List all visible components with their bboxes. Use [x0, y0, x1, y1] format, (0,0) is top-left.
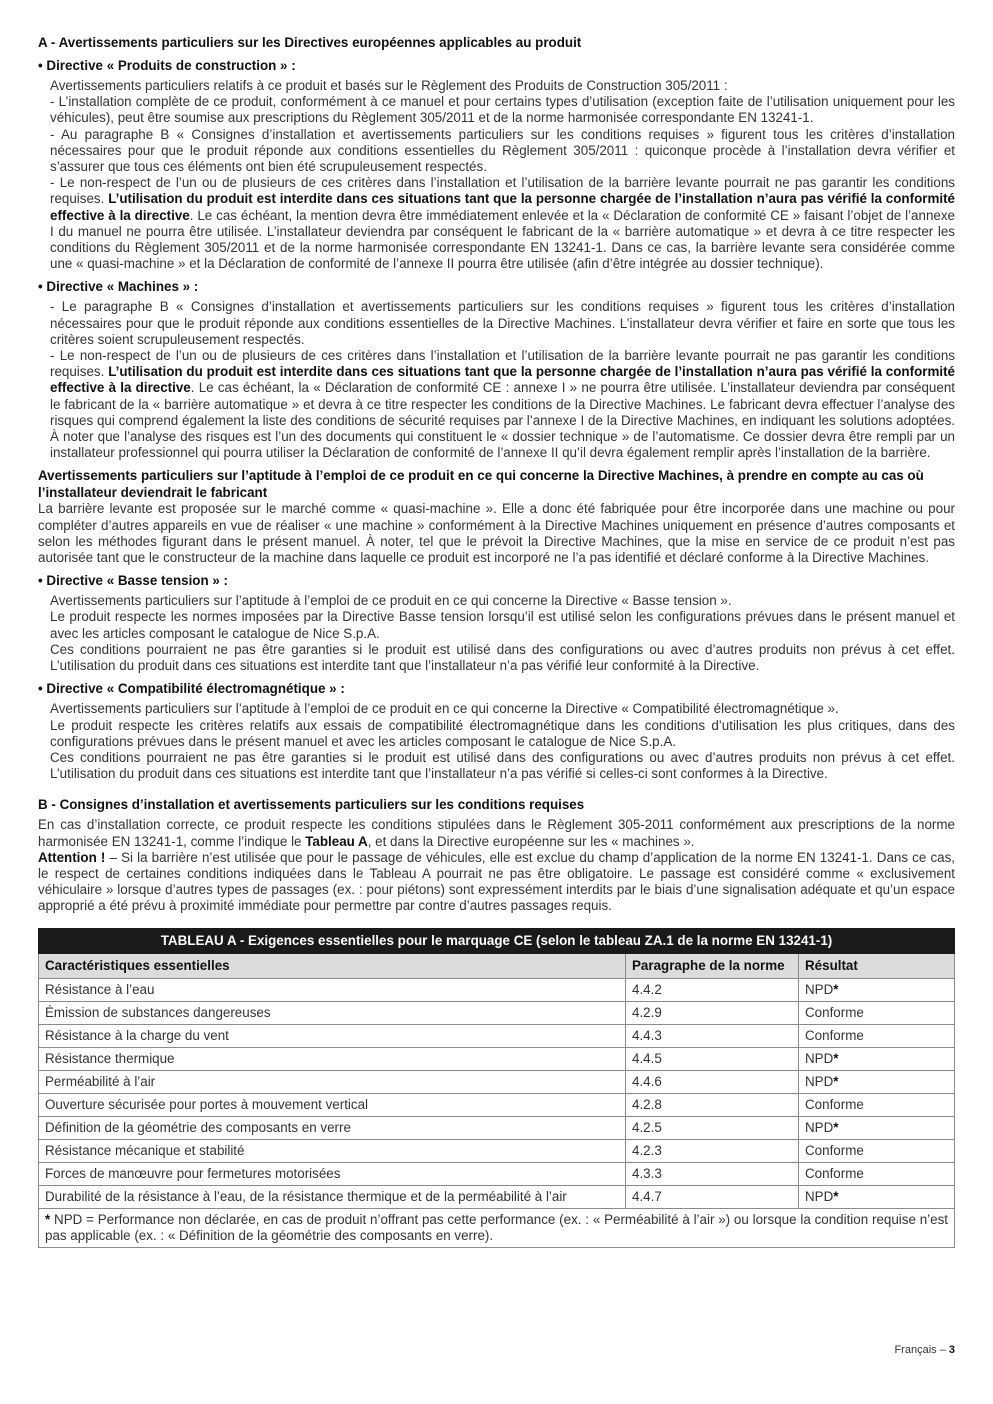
result-star: *	[833, 1188, 839, 1204]
paragraph-cell: 4.2.8	[626, 1093, 799, 1116]
table-body	[39, 978, 955, 1208]
table-row	[39, 1093, 955, 1116]
table-note	[39, 1208, 955, 1247]
result-cell	[799, 1185, 955, 1208]
result-value: Conforme	[805, 1142, 864, 1158]
paragraph	[50, 348, 955, 461]
column-header: Caractéristiques essentielles	[39, 953, 626, 978]
paragraph-cell: 4.4.5	[626, 1047, 799, 1070]
table-row	[39, 1139, 955, 1162]
characteristic-cell: Durabilité de la résistance à l’eau, de la résistance thermique et de la perméabilité à l’air	[39, 1185, 626, 1208]
paragraph-cell: 4.4.3	[626, 1024, 799, 1047]
result-star: *	[833, 1073, 839, 1089]
footer-language: Français –	[894, 1344, 949, 1356]
paragraph: Avertissements particuliers relatifs à ce produit et basés sur le Règlement des Produits de Construction 305/2011 :	[50, 78, 728, 93]
aptitude-paragraph: La barrière levante est proposée sur le marché comme « quasi-machine ». Elle a donc été fabriquée pour être incorporée dans une machine ou pour compléter d’autres appareils en vue de réaliser « une machine » conformément à la Directive Machines uniquement en présence d’autres composants et selon les méthodes figurant dans le présent manuel. À noter, tel que le prévoit la Directive Machines, que la mise en service de ce produit n’est pas autorisée tant que le constructeur de la machine dans laquelle ce produit est incorporé ne l’a pas identifié et déclaré conforme à la Directive Machines.	[38, 501, 955, 566]
result-cell	[799, 1093, 955, 1116]
section-b-title: B - Consignes d’installation et avertissements particuliers sur les conditions requises	[38, 797, 585, 813]
characteristic-cell: Résistance à la charge du vent	[39, 1024, 626, 1047]
characteristic-cell: Forces de manœuvre pour fermetures motorisées	[39, 1162, 626, 1185]
paragraph: - Le paragraphe B « Consignes d’installation et avertissements particuliers sur les conditions requises » figurent tous les critères d’installation nécessaires pour que le produit réponde aux conditions essentielles de la Directive Machines. L’installateur devra vérifier et faire en sorte que tous les critères soient scrupuleusement respectés.	[50, 299, 955, 347]
result-star: *	[833, 1119, 839, 1135]
table-row	[39, 1070, 955, 1093]
paragraph	[50, 175, 955, 272]
column-header: Paragraphe de la norme	[626, 953, 799, 978]
text: - Le non-respect de l’un ou de plusieurs de ces critères dans l’installation et l’utilisation de la barrière levante pourrait ne pas garantir les conditions requises.	[50, 175, 955, 207]
note-text: NPD = Performance non déclarée, en cas de produit n’offrant pas cette performance (ex. : « Perméabilité à l’air ») ou lorsque la condition requise n’est pas applicable (ex. : « Définition de la géométrie des composants en verre).	[45, 1211, 948, 1243]
paragraph	[38, 850, 955, 915]
column-header: Résultat	[799, 953, 955, 978]
directive-construction-body	[38, 78, 955, 272]
result-value: Conforme	[805, 1004, 864, 1020]
result-value: NPD	[805, 1119, 834, 1135]
directive-machines-body	[38, 299, 955, 461]
paragraph: Le produit respecte les normes imposées par la Directive Basse tension lorsqu’il est utilisé selon les configurations prévues dans le présent manuel et avec les articles composant le catalogue de Nice S.p.A.	[50, 609, 955, 641]
bold-text: L’utilisation du produit est interdite dans ces situations tant que la personne chargée de l’installation n’aura pas vérifié la conformité effective à la directive	[50, 364, 955, 396]
characteristic-cell: Émission de substances dangereuses	[39, 1001, 626, 1024]
text: , et dans la Directive européenne sur les « machines ».	[367, 833, 695, 849]
result-value: NPD	[805, 981, 834, 997]
characteristic-cell: Résistance à l’eau	[39, 978, 626, 1001]
result-cell	[799, 1139, 955, 1162]
characteristic-cell: Ouverture sécurisée pour portes à mouvement vertical	[39, 1093, 626, 1116]
paragraph: Le produit respecte les critères relatifs aux essais de compatibilité électromagnétique dans les conditions d’utilisation les plus critiques, dans des configurations prévues dans le présent manuel et avec les articles composant le catalogue de Nice S.p.A.	[50, 717, 955, 749]
paragraph-cell: 4.4.6	[626, 1070, 799, 1093]
table-row	[39, 1116, 955, 1139]
paragraph: - L’installation complète de ce produit, conformément à ce manuel et pour certains types d’utilisation (exception faite de l’utilisation uniquement pour les véhicules), peut être soumise aux prescriptions du Règlement 305/2011 et de la norme harmonisée correspondante EN 13241-1.	[50, 94, 955, 126]
bold-text: Attention !	[38, 849, 106, 865]
table-row	[39, 1024, 955, 1047]
paragraph	[38, 817, 955, 849]
result-cell	[799, 1116, 955, 1139]
paragraph: Ces conditions pourraient ne pas être garanties si le produit est utilisé dans des configurations ou avec d’autres produits non prévus à cet effet. L’utilisation du produit dans ces situations est interdite tant que l’installateur n’a pas vérifié si celles-ci sont conformes à la Directive.	[50, 749, 955, 782]
text: - Le non-respect de l’un ou de plusieurs de ces critères dans l’installation et l’utilisation de la barrière levante pourrait ne pas garantir les conditions requises.	[50, 348, 955, 380]
paragraph-cell: 4.3.3	[626, 1162, 799, 1185]
directive-basse-tension-title: • Directive « Basse tension » :	[38, 573, 229, 589]
result-value: NPD	[805, 1050, 834, 1066]
bold-text: L’utilisation du produit est interdite dans ces situations tant que la personne chargée de l’installation n’aura pas vérifié la conformité effective à la directive	[50, 191, 955, 223]
characteristic-cell: Perméabilité à l’air	[39, 1070, 626, 1093]
table-row	[39, 1162, 955, 1185]
paragraph: Avertissements particuliers sur l’aptitude à l’emploi de ce produit en ce qui concerne la Directive « Compatibilité électromagnétique ».	[50, 701, 839, 717]
directive-construction-title: • Directive « Produits de construction » :	[38, 58, 296, 73]
result-cell	[799, 1162, 955, 1185]
result-value: NPD	[805, 1188, 834, 1204]
page-number: 3	[948, 1344, 955, 1356]
directive-machines-title: • Directive « Machines » :	[38, 279, 199, 295]
paragraph-cell: 4.4.2	[626, 978, 799, 1001]
result-value: Conforme	[805, 1165, 864, 1181]
result-cell	[799, 1001, 955, 1024]
table-row	[39, 978, 955, 1001]
text: – Si la barrière n’est utilisée que pour le passage de véhicules, elle est exclue du champ d’application de la norme EN 13241-1. Dans ce cas, le respect de certaines conditions indiquées dans le Tableau A pourrait ne pas être obligatoire. Le passage est considéré comme « exclusivement véhiculaire » lorsque d’autres types de passages (ex. : pour piétons) sont expressément interdits par le biais d’une signalisation adéquate et qu’un espace approprié a été prévu à proximité immédiate pour permettre par contre d’autres passages requis.	[38, 849, 956, 914]
result-cell	[799, 978, 955, 1001]
result-cell	[799, 1070, 955, 1093]
text: . Le cas échéant, la « Déclaration de conformité CE : annexe I » ne pourra être utilisée. L’installateur deviendra par conséquent le fabricant de la « barrière automatique » et devra à ce titre respecter les conditions de la Directive Machines. Le fabricant devra effectuer l’analyse des risques qui comprend également la liste des conditions de sécurité requises par l’annexe I de la Directive Machines, en indiquant les solutions adoptées. À noter que l’analyse des risques est l’un des documents qui constituent le « dossier technique » de l’automatisme. Ce dossier devra être rempli par un installateur professionnel qui pourra utiliser la Déclaration de conformité de l’annexe II qu’il devra également remplir après l’installation de la barrière.	[50, 380, 955, 461]
table-row	[39, 1001, 955, 1024]
section-a-title: A - Avertissements particuliers sur les Directives européennes applicables au produit	[38, 35, 582, 50]
paragraph-cell: 4.2.3	[626, 1139, 799, 1162]
table-row	[39, 1047, 955, 1070]
page-footer	[894, 1344, 955, 1356]
characteristic-cell: Définition de la géométrie des composants en verre	[39, 1116, 626, 1139]
document-page	[38, 34, 955, 1248]
paragraph-cell: 4.4.7	[626, 1185, 799, 1208]
result-value: Conforme	[805, 1027, 864, 1043]
paragraph-cell: 4.2.5	[626, 1116, 799, 1139]
note-star: *	[45, 1211, 51, 1227]
directive-cem-title: • Directive « Compatibilité électromagnétique » :	[38, 681, 345, 697]
result-cell	[799, 1047, 955, 1070]
aptitude-title: Avertissements particuliers sur l’aptitude à l’emploi de ce produit en ce qui concerne la Directive Machines, à prendre en compte au cas où l’installateur deviendrait le fabricant	[38, 468, 924, 501]
characteristic-cell: Résistance thermique	[39, 1047, 626, 1070]
bold-text: Tableau A	[305, 833, 368, 849]
characteristic-cell: Résistance mécanique et stabilité	[39, 1139, 626, 1162]
paragraph: - Au paragraphe B « Consignes d’installation et avertissements particuliers sur les conditions requises » figurent tous les critères d’installation nécessaires pour que le produit réponde aux conditions essentielles du Règlement 305/2011 : quiconque procède à l’installation devra vérifier et s’assurer que tous ces éléments ont bien été scrupuleusement respectés.	[50, 126, 955, 175]
result-star: *	[833, 1050, 839, 1066]
paragraph: Ces conditions pourraient ne pas être garanties si le produit est utilisé dans des configurations ou avec d’autres produits non prévus à cet effet. L’utilisation du produit dans ces situations est interdite tant que l’installateur n’a pas vérifié leur conformité à la Directive.	[50, 641, 955, 674]
paragraph-cell: 4.2.9	[626, 1001, 799, 1024]
table-row	[39, 1185, 955, 1208]
result-star: *	[833, 981, 839, 997]
text: En cas d’installation correcte, ce produit respecte les conditions stipulées dans le Règlement 305-2011 conformément aux prescriptions de la norme harmonisée EN 13241-1, comme l’indique le	[38, 817, 955, 849]
directive-cem-body	[38, 701, 955, 782]
paragraph: Avertissements particuliers sur l’aptitude à l’emploi de ce produit en ce qui concerne la Directive « Basse tension ».	[50, 593, 732, 609]
table-title: TABLEAU A - Exigences essentielles pour le marquage CE (selon le tableau ZA.1 de la norme EN 13241-1)	[39, 928, 955, 953]
table-note-row	[39, 1208, 955, 1247]
result-cell	[799, 1024, 955, 1047]
text: . Le cas échéant, la mention devra être immédiatement enlevée et la « Déclaration de conformité CE » faisant l’objet de l’annexe I du manuel ne pourra être utilisée. L’installateur deviendra par conséquent le fabricant de la « barrière automatique » et devra à ce titre respecter les conditions du Règlement 305/2011 et de la norme harmonisée correspondante EN 13241-1. Dans ce cas, la barrière levante sera considérée comme une « quasi-machine » et la Déclaration de conformité de l’annexe II pourra être utilisée (afin d’être intégrée au dossier technique).	[50, 207, 955, 272]
table-a	[38, 928, 955, 1248]
table-header-row	[39, 953, 955, 978]
directive-basse-tension-body	[38, 593, 955, 674]
result-value: NPD	[805, 1073, 834, 1089]
result-value: Conforme	[805, 1096, 864, 1112]
